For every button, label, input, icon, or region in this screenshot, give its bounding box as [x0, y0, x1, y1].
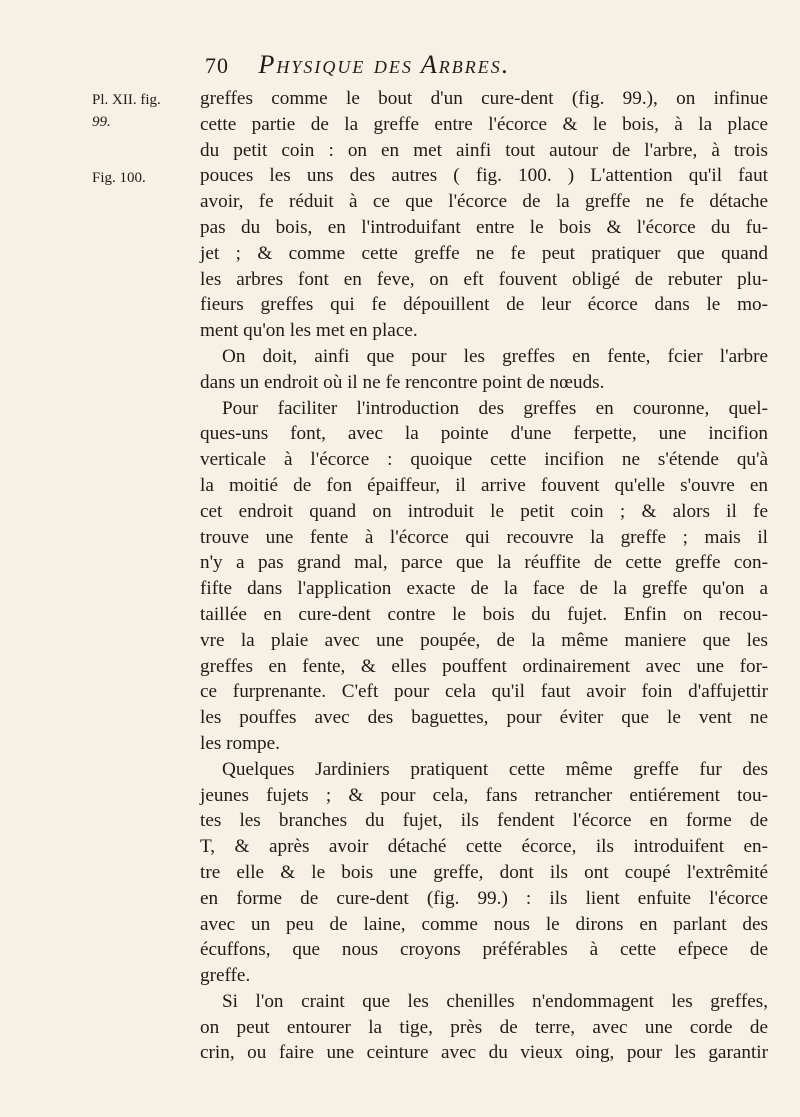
text-line: les rompe.: [200, 732, 280, 754]
paragraph-start: On doit, ainfi que pour les greffes en fente, fcier l'arbre: [222, 345, 768, 367]
text-line: fieurs greffes qui fe dépouillent de leur écorce dans le mo-: [200, 294, 768, 316]
margin-note-fig-100: Fig. 100.: [92, 170, 146, 186]
body-text: [200, 86, 768, 1066]
page-number: 70: [205, 53, 229, 78]
text-line: greffes comme le bout d'un cure-dent (fig. 99.), on infinue: [200, 88, 768, 109]
text-line: les arbres font en feve, on eft fouvent obligé de rebuter plu-: [200, 268, 768, 290]
text-line: cette partie de la greffe entre l'écorce & le bois, à la place: [200, 113, 768, 135]
text-line: avec un peu de laine, comme nous le dirons en parlant des: [200, 913, 768, 935]
text-line: T, & après avoir détaché cette écorce, ils introduifent en-: [200, 836, 768, 858]
paragraph-start: Quelques Jardiniers pratiquent cette même greffe fur des: [222, 758, 768, 780]
text-line: fifte dans l'application exacte de la face de la greffe qu'on a: [200, 578, 768, 600]
margin-note-fig-99: 99.: [92, 114, 111, 130]
text-line: en forme de cure-dent (fig. 99.) : ils lient enfuite l'écorce: [200, 887, 768, 909]
text-line: pouces les uns des autres ( fig. 100. ) L'attention qu'il faut: [200, 165, 768, 187]
text-line: pas du bois, en l'introduifant entre le bois & l'écorce du fu-: [200, 216, 768, 238]
text-line: jeunes fujets ; & pour cela, fans retrancher entiérement tou-: [200, 784, 768, 806]
paragraph-start: Pour faciliter l'introduction des greffes en couronne, quel-: [222, 397, 768, 419]
text-line: on peut entourer la tige, près de terre, avec une corde de: [200, 1016, 768, 1038]
running-head: Physique des Arbres.: [258, 50, 511, 79]
text-line: ce furprenante. C'eft pour cela qu'il faut avoir foin d'affujettir: [200, 681, 768, 703]
text-line: n'y a pas grand mal, parce que la réuffite de cette greffe con-: [200, 552, 768, 574]
text-line: jet ; & comme cette greffe ne fe peut pratiquer que quand: [200, 242, 768, 264]
text-line: ment qu'on les met en place.: [200, 320, 418, 342]
text-line: cet endroit quand on introduit le petit coin ; & alors il fe: [200, 500, 768, 522]
text-line: tes les branches du fujet, ils fendent l'écorce en forme de: [200, 810, 768, 832]
text-line: crin, ou faire une ceinture avec du vieux oing, pour les garantir: [200, 1042, 768, 1064]
text-line: taillée en cure-dent contre le bois du fujet. Enfin on recou-: [200, 603, 768, 625]
text-line: verticale à l'écorce : quoique cette incifion ne s'étende qu'à: [200, 449, 768, 471]
text-line: greffe.: [200, 965, 251, 987]
text-line: tre elle & le bois une greffe, dont ils ont coupé l'extrêmité: [200, 861, 768, 883]
page-header: [205, 50, 765, 80]
text-line: les pouffes avec des baguettes, pour éviter que le vent ne: [200, 707, 768, 729]
paragraph-start: Si l'on craint que les chenilles n'endommagent les greffes,: [222, 990, 768, 1012]
text-line: ques-uns font, avec la pointe d'une ferpette, une incifion: [200, 423, 768, 445]
text-line: écuffons, que nous croyons préférables à cette efpece de: [200, 939, 768, 961]
text-line: dans un endroit où il ne fe rencontre point de nœuds.: [200, 371, 605, 393]
text-line: greffes en fente, & elles pouffent ordinairement avec une for-: [200, 655, 768, 677]
text-line: trouve une fente à l'écorce qui recouvre la greffe ; mais il: [200, 526, 768, 548]
text-line: avoir, fe réduit à ce que l'écorce de la greffe ne fe détache: [200, 191, 768, 213]
text-line: vre la plaie avec une poupée, de la même maniere que les: [200, 629, 768, 651]
text-line: la moitié de fon épaiffeur, il arrive fouvent qu'elle s'ouvre en: [200, 474, 768, 496]
text-line: du petit coin : on en met ainfi tout autour de l'arbre, à trois: [200, 139, 768, 161]
margin-note-plate: Pl. XII. fig.: [92, 92, 161, 108]
